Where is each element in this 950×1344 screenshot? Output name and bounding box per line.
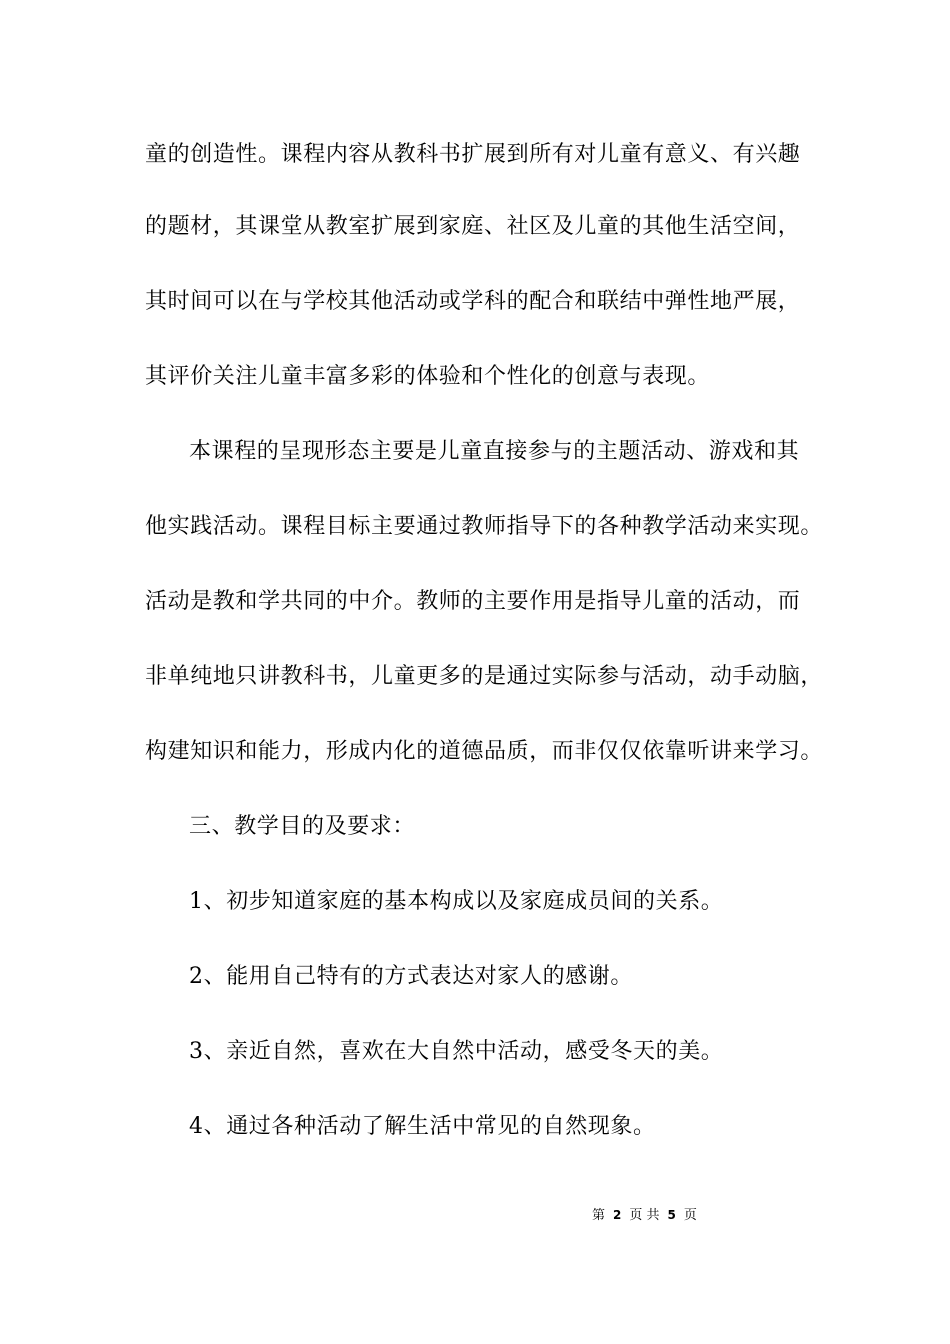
- footer-suffix: 页: [683, 1208, 697, 1223]
- paragraph-line: 本课程的呈现形态主要是儿童直接参与的主题活动、游戏和其: [189, 439, 800, 464]
- footer-page-number: 2: [613, 1208, 622, 1222]
- footer-total-pages: 5: [667, 1208, 676, 1222]
- paragraph-line: 构建知识和能力，形成内化的道德品质，而非仅仅依靠听讲来学习。: [145, 739, 824, 764]
- section-heading: 三、教学目的及要求：: [189, 814, 416, 839]
- paragraph-line: 其评价关注儿童丰富多彩的体验和个性化的创意与表现。: [145, 364, 711, 389]
- paragraph-line: 其时间可以在与学校其他活动或学科的配合和联结中弹性地严展，: [145, 289, 801, 314]
- page-footer: [592, 1206, 697, 1225]
- paragraph-line: 童的创造性。课程内容从教科书扩展到所有对儿童有意义、有兴趣: [145, 142, 801, 167]
- footer-prefix: 第: [592, 1208, 606, 1223]
- list-item: 2、能用自己特有的方式表达对家人的感谢。: [189, 964, 633, 989]
- footer-middle: 页 共: [629, 1208, 660, 1223]
- paragraph-line: 他实践活动。课程目标主要通过教师指导下的各种教学活动来实现。: [145, 514, 824, 539]
- list-item: 4、通过各种活动了解生活中常见的自然现象。: [189, 1114, 656, 1139]
- list-item: 3、亲近自然，喜欢在大自然中活动，感受冬天的美。: [189, 1039, 724, 1064]
- paragraph-line: 非单纯地只讲教科书，儿童更多的是通过实际参与活动，动手动脑，: [145, 664, 824, 689]
- paragraph-line: 活动是教和学共同的中介。教师的主要作用是指导儿童的活动，而: [145, 589, 801, 614]
- list-item: 1、初步知道家庭的基本构成以及家庭成员间的关系。: [189, 889, 724, 914]
- paragraph-line: 的题材，其课堂从教室扩展到家庭、社区及儿童的其他生活空间，: [145, 214, 801, 239]
